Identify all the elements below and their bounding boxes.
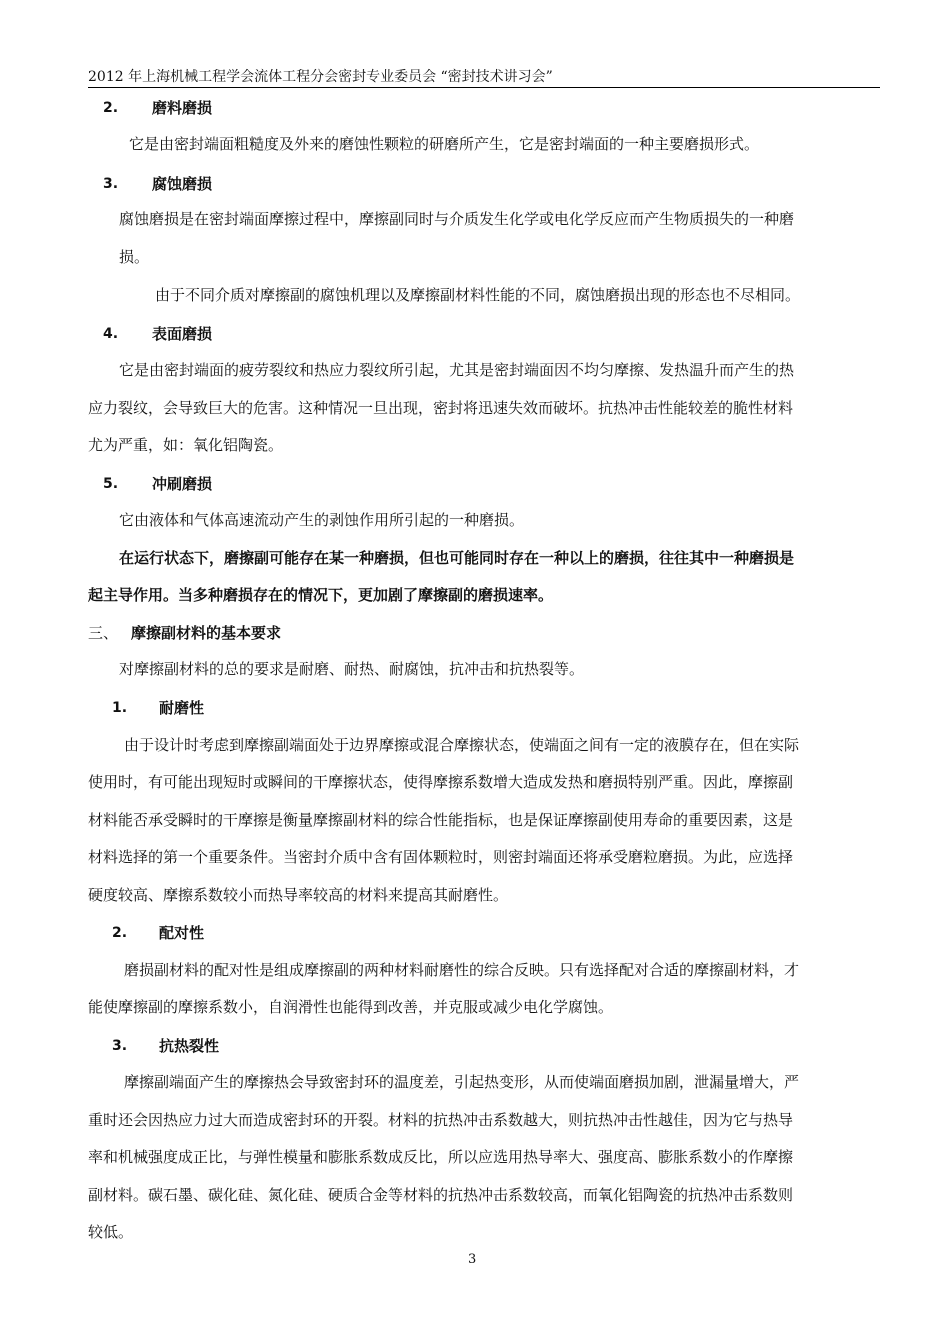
section-4-number: 4. <box>103 326 119 342</box>
page-number: 3 <box>468 1252 477 1267</box>
part-3-number: 三、 <box>88 624 119 642</box>
req-3-paragraph-line: 副材料。碳石墨、碳化硅、氮化硅、硬质合金等材料的抗热冲击系数较高，而氧化铝陶瓷的抗热冲击系数则 <box>88 1186 794 1204</box>
section-5-title: 冲刷磨损 <box>152 475 213 493</box>
summary-line: 在运行状态下，磨擦副可能存在某一种磨损，但也可能同时存在一种以上的磨损，往往其中一种磨损是 <box>119 549 795 567</box>
req-3-paragraph-line: 率和机械强度成正比，与弹性模量和膨胀系数成反比，所以应选用热导率大、强度高、膨胀系数小的作摩擦 <box>88 1148 794 1166</box>
section-2-title: 磨料磨损 <box>152 99 213 117</box>
req-1-paragraph-line: 材料能否承受瞬时的干摩擦是衡量摩擦副材料的综合性能指标，也是保证摩擦副使用寿命的重要因素，这是 <box>88 811 794 829</box>
req-1-number: 1. <box>112 700 128 716</box>
req-2-paragraph-line: 能使摩擦副的摩擦系数小，自润滑性也能得到改善，并克服或减少电化学腐蚀。 <box>88 998 614 1016</box>
req-1-paragraph-line: 使用时，有可能出现短时或瞬间的干摩擦状态，使得摩擦系数增大造成发热和磨损特别严重。因此，摩擦副 <box>88 773 794 791</box>
req-3-paragraph-line: 摩擦副端面产生的摩擦热会导致密封环的温度差，引起热变形，从而使端面磨损加剧，泄漏量增大，严 <box>124 1073 800 1091</box>
section-2-paragraph: 它是由密封端面粗糙度及外来的磨蚀性颗粒的研磨所产生，它是密封端面的一种主要磨损形式。 <box>129 135 760 153</box>
req-3-number: 3. <box>112 1038 128 1054</box>
summary-line: 起主导作用。当多种磨损存在的情况下，更加剧了摩擦副的磨损速率。 <box>88 586 554 604</box>
section-3-title: 腐蚀磨损 <box>152 175 213 193</box>
section-4-paragraph-line: 尤为严重，如：氧化铝陶瓷。 <box>88 436 284 454</box>
req-2-paragraph-line: 磨损副材料的配对性是组成摩擦副的两种材料耐磨性的综合反映。只有选择配对合适的摩擦副材料，才 <box>124 961 800 979</box>
section-4-paragraph-line: 它是由密封端面的疲劳裂纹和热应力裂纹所引起，尤其是密封端面因不均匀摩擦、发热温升而产生的热 <box>119 361 795 379</box>
section-3-paragraph-line: 损。 <box>119 248 150 266</box>
section-5-paragraph: 它由液体和气体高速流动产生的剥蚀作用所引起的一种磨损。 <box>119 511 525 529</box>
req-1-title: 耐磨性 <box>159 699 205 717</box>
section-2-number: 2. <box>103 100 119 116</box>
req-1-paragraph-line: 由于设计时考虑到摩擦副端面处于边界摩擦或混合摩擦状态，使端面之间有一定的液膜存在，但在实际 <box>124 736 800 754</box>
req-3-title: 抗热裂性 <box>159 1037 220 1055</box>
req-2-number: 2. <box>112 925 128 941</box>
part-3-intro: 对摩擦副材料的总的要求是耐磨、耐热、耐腐蚀，抗冲击和抗热裂等。 <box>119 660 585 678</box>
section-5-number: 5. <box>103 476 119 492</box>
header-rule <box>88 87 880 88</box>
section-3-paragraph-line: 腐蚀磨损是在密封端面摩擦过程中，摩擦副同时与介质发生化学或电化学反应而产生物质损失的一种磨 <box>119 210 795 228</box>
req-3-paragraph-line: 重时还会因热应力过大而造成密封环的开裂。材料的抗热冲击系数越大，则抗热冲击性越佳，因为它与热导 <box>88 1111 794 1129</box>
section-3-paragraph-2: 由于不同介质对摩擦副的腐蚀机理以及摩擦副材料性能的不同，腐蚀磨损出现的形态也不尽相同。 <box>155 286 801 304</box>
req-2-title: 配对性 <box>159 924 205 942</box>
section-4-paragraph-line: 应力裂纹，会导致巨大的危害。这种情况一旦出现，密封将迅速失效而破坏。抗热冲击性能较差的脆性材料 <box>88 399 794 417</box>
req-3-paragraph-line: 较低。 <box>88 1223 134 1241</box>
page-header: 2012 年上海机械工程学会流体工程分会密封专业委员会 “密封技术讲习会” <box>88 69 553 85</box>
section-3-number: 3. <box>103 176 119 192</box>
req-1-paragraph-line: 材料选择的第一个重要条件。当密封介质中含有固体颗粒时，则密封端面还将承受磨粒磨损。为此，应选择 <box>88 848 794 866</box>
part-3-title: 摩擦副材料的基本要求 <box>131 624 282 642</box>
req-1-paragraph-line: 硬度较高、摩擦系数较小而热导率较高的材料来提高其耐磨性。 <box>88 886 509 904</box>
section-4-title: 表面磨损 <box>152 325 213 343</box>
